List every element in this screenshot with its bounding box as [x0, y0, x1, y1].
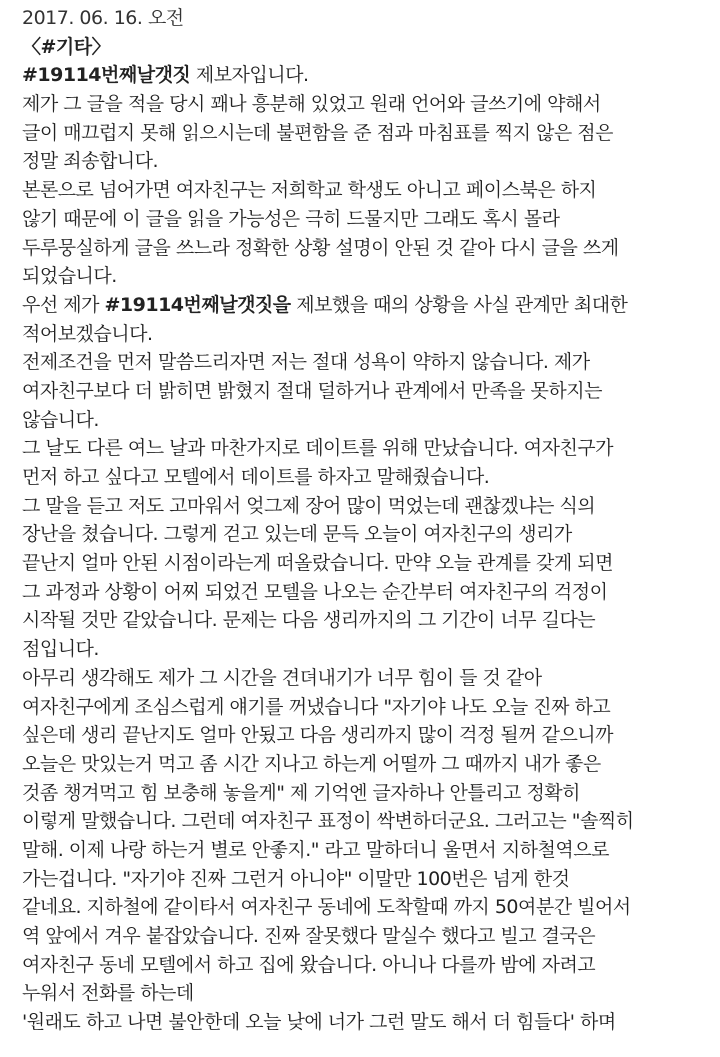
- text-line: 여자친구보다 더 밝히면 밝혔지 절대 덜하거나 관계에서 만족을 못하지는: [22, 379, 602, 402]
- text-line-with-hashtag: [22, 291, 714, 320]
- text-line: 싶은데 생리 끝난지도 얼마 안됬고 다음 생리까지 많이 걱정 될꺼 같으니까: [22, 724, 614, 747]
- text-segment: 우선 제가: [22, 293, 105, 316]
- post-category: 〈#기타〉: [22, 35, 111, 58]
- text-line: 시작될 것만 같았습니다. 문제는 다음 생리까지의 그 기간이 너무 길다는: [22, 609, 596, 632]
- text-line: 역 앞에서 겨우 붙잡았습니다. 진짜 잘못했다 말실수 했다고 빌고 결국은: [22, 925, 596, 947]
- text-line: 그 날도 다른 여느 날과 마찬가지로 데이트를 위해 만났습니다. 여자친구가: [22, 437, 614, 460]
- post-date: 2017. 06. 16. 오전: [22, 7, 184, 29]
- text-line: 점입니다.: [22, 638, 99, 661]
- text-line: 제가 그 글을 적을 당시 꽤나 흥분해 있었고 원래 언어와 글쓰기에 약해서: [22, 93, 601, 116]
- text-line: 여자친구 동네 모텔에서 하고 집에 왔습니다. 아니나 다를까 밤에 자려고: [22, 953, 596, 976]
- text-line: 되었습니다.: [22, 265, 117, 288]
- text-line: 이렇게 말했습니다. 그런데 여자친구 표정이 싹변하더군요. 그러고는 "솔찍히: [22, 810, 634, 833]
- post-hashtag[interactable]: #19114번째날갯짓: [22, 64, 191, 87]
- text-line: 가는겁니다. "자기야 진짜 그런거 아니야" 이말만 100번은 넘게 한것: [22, 867, 570, 890]
- text-line: 장난을 쳤습니다. 그렇게 걷고 있는데 문득 오늘이 여자친구의 생리가: [22, 523, 572, 546]
- text-line: 두루뭉실하게 글을 쓰느라 정확한 상황 설명이 안된 것 같아 다시 글을 쓰게: [22, 236, 619, 259]
- text-line: 글이 매끄럽지 못해 읽으시는데 불편함을 준 점과 마침표를 찍지 않은 점은: [22, 121, 614, 144]
- text-line: 끝난지 얼마 안된 시점이라는게 떠올랐습니다. 만약 오늘 관계를 갖게 되면: [22, 552, 614, 575]
- text-line: 것좀 챙겨먹고 힘 보충해 놓을게" 제 기억엔 글자하나 안틀리고 정확히: [22, 781, 581, 804]
- text-segment: 제보했을 때의 상황을 사실 관계만 최대한: [290, 293, 628, 316]
- intro-text: 제보자입니다.: [190, 64, 309, 87]
- text-line: 누워서 전화를 하는데: [22, 982, 194, 1005]
- text-line: 전제조건을 먼저 말씀드리자면 저는 절대 성욕이 약하지 않습니다. 제가: [22, 351, 590, 374]
- text-line: 말해. 이제 나랑 하는거 별로 안좋지." 라고 말하더니 울면서 지하철역으로: [22, 838, 609, 861]
- text-line: 본론으로 넘어가면 여자친구는 저희학교 학생도 아니고 페이스북은 하지: [22, 179, 597, 202]
- inline-hashtag[interactable]: #19114번째날갯짓을: [104, 293, 291, 316]
- text-line: 않습니다.: [22, 408, 99, 431]
- text-line: '원래도 하고 나면 불안한데 오늘 낮에 너가 그런 말도 해서 더 힘들다' 하며: [22, 1011, 616, 1034]
- text-line: 같네요. 지하철에 같이타서 여자친구 동네에 도착할때 까지 50여분간 빌어서: [22, 896, 631, 919]
- text-line: 그 과정과 상황이 어찌 되었건 모텔을 나오는 순간부터 여자친구의 걱정이: [22, 580, 608, 603]
- post-body: [22, 4, 714, 1037]
- text-line: 먼저 하고 싶다고 모텔에서 데이트를 하자고 말해줬습니다.: [22, 466, 490, 488]
- text-line: 적어보겠습니다.: [22, 322, 153, 345]
- text-line: 오늘은 맛있는거 먹고 좀 시간 지나고 하는게 어떨까 그 때까지 내가 좋은: [22, 752, 601, 775]
- text-line: 않기 때문에 이 글을 읽을 가능성은 극히 드물지만 그래도 혹시 몰라: [22, 207, 560, 230]
- text-line: 아무리 생각해도 제가 그 시간을 견뎌내기가 너무 힘이 들 것 같아: [22, 666, 542, 689]
- text-line: 그 말을 듣고 저도 고마워서 엊그제 장어 많이 먹었는데 괜찮겠냐는 식의: [22, 494, 596, 517]
- text-line: 여자친구에게 조심스럽게 얘기를 꺼냈습니다 "자기야 나도 오늘 진짜 하고: [22, 695, 611, 718]
- text-line: 정말 죄송합니다.: [22, 150, 159, 173]
- post-intro: [22, 61, 714, 90]
